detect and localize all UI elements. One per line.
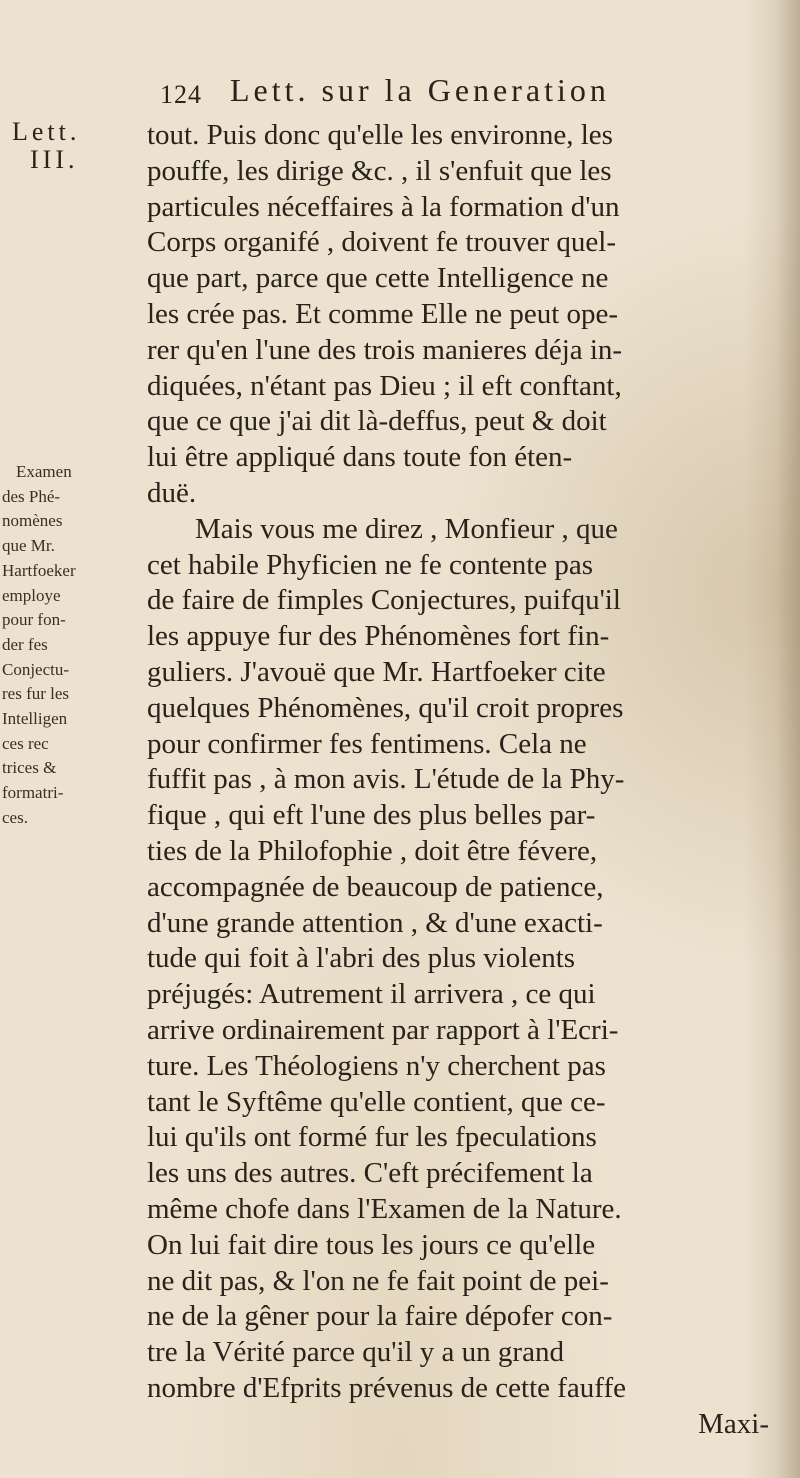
text-line: lui qu'ils ont formé fur les fpeculations [147, 1121, 597, 1154]
margin-note-line: que Mr. [2, 536, 55, 556]
text-line: On lui fait dire tous les jours ce qu'elle [147, 1228, 596, 1261]
margin-note-line: Hartfoeker [2, 560, 76, 580]
text-line: que ce que j'ai dit là-deffus, peut & doit [147, 405, 607, 438]
text-line: nombre d'Efprits prévenus de cette fauffe [147, 1371, 626, 1404]
margin-note-line: der fes [2, 634, 48, 654]
margin-note-line: Intelligen [2, 709, 68, 729]
text-line: pouffe, les dirige &c. , il s'enfuit que les [147, 154, 612, 187]
text-line: lui être appliqué dans toute fon éten- [147, 441, 573, 474]
text-line: tout. Puis donc qu'elle les environne, les [147, 119, 613, 151]
text-line: rer qu'en l'une des trois manieres déja in- [147, 333, 623, 366]
body-text [147, 118, 777, 1442]
margin-letter-label [12, 118, 80, 174]
text-line: que part, parce que cette Intelligence ne [147, 262, 609, 295]
margin-note-line: nomènes [2, 511, 63, 531]
text-line: ture. Les Théologiens n'y cherchent pas [147, 1049, 606, 1082]
text-line: diquées, n'étant pas Dieu ; il eft conftant, [147, 369, 622, 402]
text-line: ne de la gêner pour la faire dépofer con- [147, 1300, 613, 1333]
text-line: les appuye fur des Phénomènes fort fin- [147, 620, 610, 653]
margin-note-line: ces rec [2, 733, 49, 753]
text-line: Corps organifé , doivent fe trouver quel- [147, 226, 616, 259]
margin-letter-line: Lett. [12, 117, 81, 146]
text-line: d'une grande attention , & d'une exacti- [147, 906, 603, 939]
page-crease-shadow [776, 0, 800, 1478]
margin-note-line: trices & [2, 758, 57, 778]
catchword: Maxi- [698, 1407, 769, 1440]
page-number: 124 [160, 80, 202, 109]
text-line: guliers. J'avouë que Mr. Hartfoeker cite [147, 655, 606, 688]
text-line: cet habile Phyficien ne fe contente pas [147, 548, 594, 581]
margin-note-line: pour fon- [2, 610, 66, 630]
running-head [160, 72, 780, 112]
text-line: ne dit pas, & l'on ne fe fait point de pei- [147, 1264, 609, 1297]
text-line: les crée pas. Et comme Elle ne peut ope- [147, 297, 619, 330]
margin-note-line: Examen [16, 462, 72, 481]
margin-note [2, 460, 92, 831]
text-line: fuffit pas , à mon avis. L'étude de la Phy- [147, 763, 625, 796]
text-line: fique , qui eft l'une des plus belles par- [147, 799, 596, 832]
text-line: accompagnée de beaucoup de patience, [147, 870, 604, 903]
text-line: tude qui foit à l'abri des plus violents [147, 942, 576, 975]
text-line: particules néceffaires à la formation d'un [147, 190, 620, 223]
margin-letter-line: III. [30, 145, 79, 174]
text-line: même chofe dans l'Examen de la Nature. [147, 1192, 622, 1225]
margin-note-line: formatri- [2, 783, 64, 803]
margin-note-line: employe [2, 585, 61, 605]
margin-note-line: des Phé- [2, 486, 61, 506]
text-line: duë. [147, 476, 197, 509]
text-line: tre la Vérité parce qu'il y a un grand [147, 1336, 564, 1369]
text-line: quelques Phénomènes, qu'il croit propres [147, 691, 624, 724]
text-line: pour confirmer fes fentimens. Cela ne [147, 727, 587, 760]
text-line: ties de la Philofophie , doit être févere, [147, 834, 598, 867]
running-title: Lett. sur la Generation [230, 72, 610, 108]
margin-note-line: res fur les [2, 684, 70, 704]
text-line: tant le Syftême qu'elle contient, que ce- [147, 1085, 606, 1118]
paragraph-start-line: Mais vous me direz , Monfieur , que [195, 512, 618, 545]
text-line: les uns des autres. C'eft précifement la [147, 1157, 593, 1190]
margin-note-line: ces. [2, 807, 28, 827]
margin-note-line: Conjectu- [2, 659, 70, 679]
text-line: arrive ordinairement par rapport à l'Ecri- [147, 1013, 619, 1046]
text-line: préjugés: Autrement il arrivera , ce qui [147, 978, 596, 1011]
text-line: de faire de fimples Conjectures, puifqu'il [147, 584, 621, 617]
